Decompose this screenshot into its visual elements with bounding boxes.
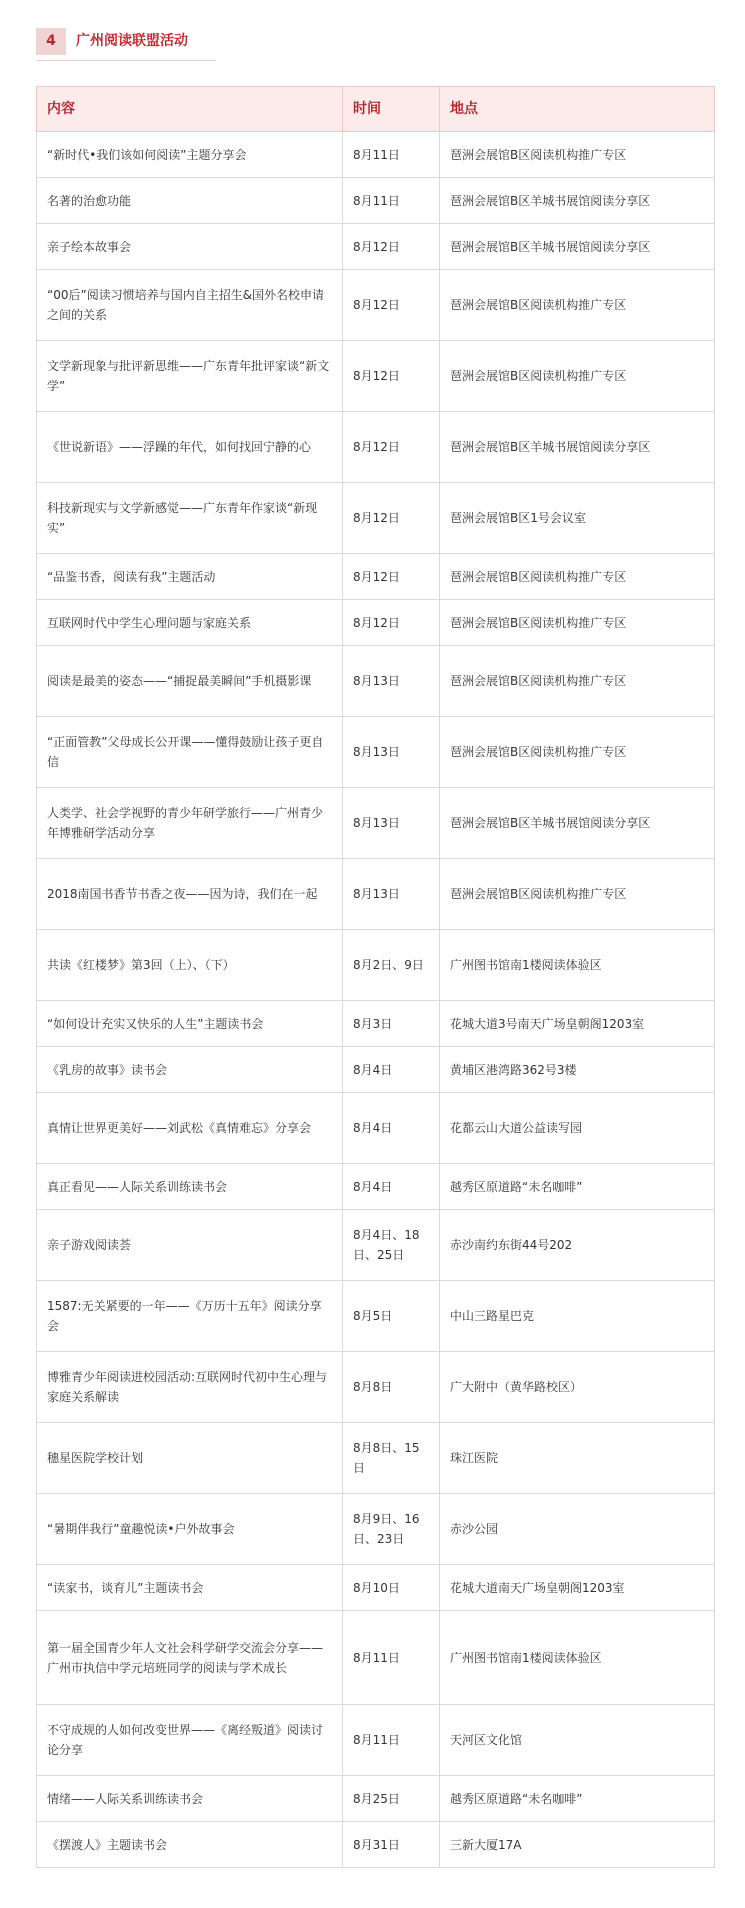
cell-content: 第一届全国青少年人文社会科学研学交流会分享——广州市执信中学元培班同学的阅读与学术成长	[37, 1611, 343, 1705]
cell-time: 8月8日	[343, 1352, 440, 1423]
table-row	[37, 646, 715, 717]
table-row	[37, 1047, 715, 1093]
table-row	[37, 1494, 715, 1565]
cell-place: 黄埔区港湾路362号3楼	[440, 1047, 715, 1093]
table-row	[37, 1093, 715, 1164]
cell-content: “新时代•我们该如何阅读”主题分享会	[37, 132, 343, 178]
section-title: 广州阅读联盟活动	[76, 33, 188, 49]
table-row	[37, 1423, 715, 1494]
cell-time: 8月12日	[343, 483, 440, 554]
cell-place: 琶洲会展馆B区羊城书展馆阅读分享区	[440, 224, 715, 270]
cell-content: “如何设计充实又快乐的人生”主题读书会	[37, 1001, 343, 1047]
cell-time: 8月4日、18日、25日	[343, 1210, 440, 1281]
table-header-row	[37, 87, 715, 132]
table-row	[37, 1565, 715, 1611]
table-row	[37, 859, 715, 930]
cell-content: 《乳房的故事》读书会	[37, 1047, 343, 1093]
cell-place: 琶洲会展馆B区羊城书展馆阅读分享区	[440, 788, 715, 859]
cell-content: 情绪——人际关系训练读书会	[37, 1776, 343, 1822]
cell-time: 8月2日、9日	[343, 930, 440, 1001]
table-row	[37, 412, 715, 483]
table-row	[37, 483, 715, 554]
cell-place: 赤沙南约东街44号202	[440, 1210, 715, 1281]
cell-content: “00后”阅读习惯培养与国内自主招生&国外名校申请之间的关系	[37, 270, 343, 341]
cell-place: 琶洲会展馆B区羊城书展馆阅读分享区	[440, 412, 715, 483]
table-row	[37, 1611, 715, 1705]
cell-place: 越秀区原道路“未名咖啡”	[440, 1164, 715, 1210]
cell-time: 8月9日、16日、23日	[343, 1494, 440, 1565]
header-place: 地点	[440, 87, 715, 132]
cell-place: 广州图书馆南1楼阅读体验区	[440, 1611, 715, 1705]
cell-time: 8月4日	[343, 1093, 440, 1164]
cell-place: 琶洲会展馆B区阅读机构推广专区	[440, 132, 715, 178]
cell-content: 《世说新语》——浮躁的年代，如何找回宁静的心	[37, 412, 343, 483]
cell-place: 琶洲会展馆B区阅读机构推广专区	[440, 341, 715, 412]
cell-time: 8月13日	[343, 646, 440, 717]
cell-place: 天河区文化馆	[440, 1705, 715, 1776]
section-heading	[36, 20, 216, 61]
cell-place: 广大附中（黄华路校区）	[440, 1352, 715, 1423]
table-row	[37, 1164, 715, 1210]
cell-time: 8月12日	[343, 600, 440, 646]
cell-content: “暑期伴我行”童趣悦读•户外故事会	[37, 1494, 343, 1565]
section-number: 4	[36, 28, 66, 55]
cell-time: 8月4日	[343, 1164, 440, 1210]
cell-place: 花城大道3号南天广场皇朝阁1203室	[440, 1001, 715, 1047]
cell-content: “正面管教”父母成长公开课——懂得鼓励让孩子更自信	[37, 717, 343, 788]
cell-content: “读家书，谈育儿”主题读书会	[37, 1565, 343, 1611]
table-row	[37, 1001, 715, 1047]
cell-place: 琶洲会展馆B区阅读机构推广专区	[440, 270, 715, 341]
cell-content: 阅读是最美的姿态——“捕捉最美瞬间”手机摄影课	[37, 646, 343, 717]
table-row	[37, 1281, 715, 1352]
cell-time: 8月12日	[343, 270, 440, 341]
cell-time: 8月10日	[343, 1565, 440, 1611]
cell-content: 真情让世界更美好——刘武松《真情难忘》分享会	[37, 1093, 343, 1164]
cell-place: 琶洲会展馆B区1号会议室	[440, 483, 715, 554]
cell-content: 《摆渡人》主题读书会	[37, 1822, 343, 1868]
cell-content: 不守成规的人如何改变世界——《离经叛道》阅读讨论分享	[37, 1705, 343, 1776]
cell-time: 8月31日	[343, 1822, 440, 1868]
cell-place: 赤沙公园	[440, 1494, 715, 1565]
cell-time: 8月8日、15日	[343, 1423, 440, 1494]
cell-place: 琶洲会展馆B区阅读机构推广专区	[440, 859, 715, 930]
cell-place: 琶洲会展馆B区羊城书展馆阅读分享区	[440, 178, 715, 224]
header-content: 内容	[37, 87, 343, 132]
cell-time: 8月11日	[343, 1611, 440, 1705]
cell-place: 琶洲会展馆B区阅读机构推广专区	[440, 646, 715, 717]
table-row	[37, 1210, 715, 1281]
header-time: 时间	[343, 87, 440, 132]
table-row	[37, 270, 715, 341]
table-row	[37, 341, 715, 412]
cell-place: 中山三路星巴克	[440, 1281, 715, 1352]
cell-time: 8月12日	[343, 224, 440, 270]
cell-time: 8月11日	[343, 1705, 440, 1776]
cell-time: 8月12日	[343, 412, 440, 483]
cell-place: 越秀区原道路“未名咖啡”	[440, 1776, 715, 1822]
table-row	[37, 788, 715, 859]
cell-content: 真正看见——人际关系训练读书会	[37, 1164, 343, 1210]
cell-time: 8月13日	[343, 788, 440, 859]
cell-time: 8月4日	[343, 1047, 440, 1093]
cell-time: 8月13日	[343, 859, 440, 930]
cell-content: 名著的治愈功能	[37, 178, 343, 224]
cell-content: 1587:无关紧要的一年——《万历十五年》阅读分享会	[37, 1281, 343, 1352]
cell-content: 亲子绘本故事会	[37, 224, 343, 270]
table-row	[37, 224, 715, 270]
cell-content: 人类学、社会学视野的青少年研学旅行——广州青少年博雅研学活动分享	[37, 788, 343, 859]
table-row	[37, 1705, 715, 1776]
table-row	[37, 600, 715, 646]
table-row	[37, 1776, 715, 1822]
table-row	[37, 1352, 715, 1423]
cell-place: 三新大厦17A	[440, 1822, 715, 1868]
cell-place: 琶洲会展馆B区阅读机构推广专区	[440, 600, 715, 646]
cell-content: 博雅青少年阅读进校园活动:互联网时代初中生心理与家庭关系解读	[37, 1352, 343, 1423]
activity-table	[36, 86, 715, 1868]
cell-time: 8月5日	[343, 1281, 440, 1352]
table-row	[37, 132, 715, 178]
cell-content: 科技新现实与文学新感觉——广东青年作家谈“新现实”	[37, 483, 343, 554]
cell-place: 琶洲会展馆B区阅读机构推广专区	[440, 717, 715, 788]
cell-content: 亲子游戏阅读荟	[37, 1210, 343, 1281]
cell-place: 花都云山大道公益读写园	[440, 1093, 715, 1164]
table-row	[37, 717, 715, 788]
table-row	[37, 930, 715, 1001]
cell-place: 花城大道南天广场皇朝阁1203室	[440, 1565, 715, 1611]
cell-time: 8月11日	[343, 178, 440, 224]
cell-time: 8月25日	[343, 1776, 440, 1822]
cell-time: 8月13日	[343, 717, 440, 788]
cell-time: 8月12日	[343, 341, 440, 412]
cell-place: 琶洲会展馆B区阅读机构推广专区	[440, 554, 715, 600]
table-row	[37, 554, 715, 600]
cell-content: 2018南国书香节书香之夜——因为诗，我们在一起	[37, 859, 343, 930]
cell-content: 穗星医院学校计划	[37, 1423, 343, 1494]
cell-content: 共读《红楼梦》第3回（上）、（下）	[37, 930, 343, 1001]
cell-content: 互联网时代中学生心理问题与家庭关系	[37, 600, 343, 646]
cell-time: 8月12日	[343, 554, 440, 600]
cell-content: 文学新现象与批评新思维——广东青年批评家谈“新文学”	[37, 341, 343, 412]
table-row	[37, 178, 715, 224]
cell-time: 8月11日	[343, 132, 440, 178]
cell-time: 8月3日	[343, 1001, 440, 1047]
cell-place: 广州图书馆南1楼阅读体验区	[440, 930, 715, 1001]
cell-place: 珠江医院	[440, 1423, 715, 1494]
table-row	[37, 1822, 715, 1868]
cell-content: “品鉴书香，阅读有我”主题活动	[37, 554, 343, 600]
